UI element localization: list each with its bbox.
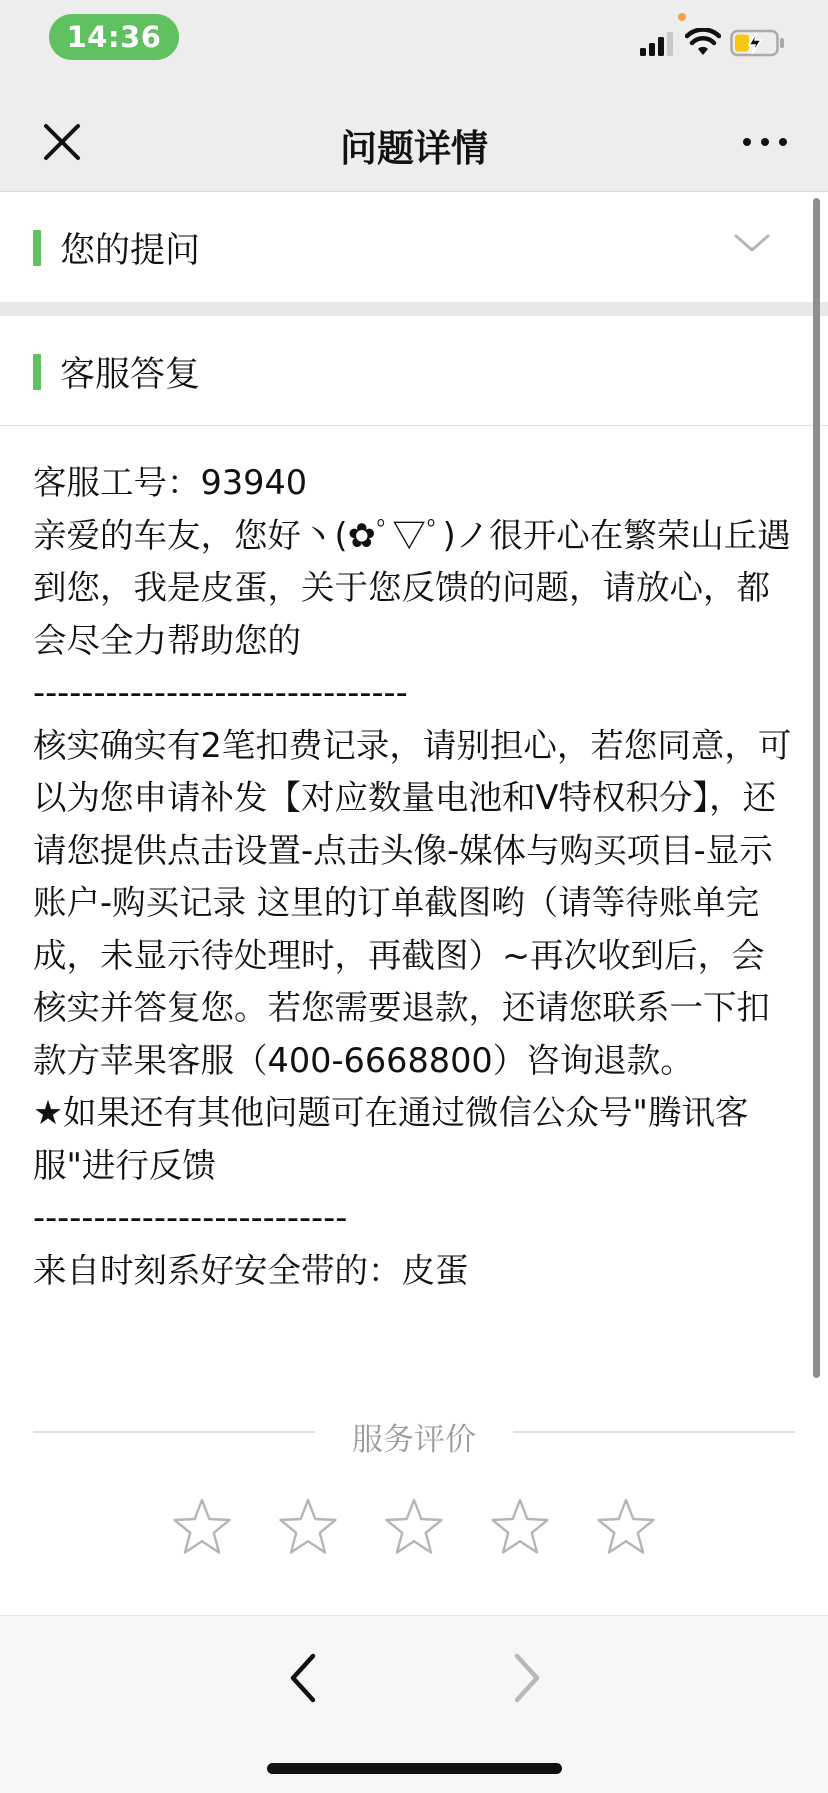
- chevron-left-icon[interactable]: [283, 1648, 323, 1708]
- battery-charging-icon: [730, 28, 785, 58]
- page-title: 问题详情: [340, 127, 488, 170]
- star-icon[interactable]: [277, 1497, 339, 1559]
- rating-divider-right: [513, 1431, 795, 1433]
- star-icon[interactable]: [383, 1497, 445, 1559]
- cellular-signal-icon: [640, 32, 676, 56]
- scrollbar[interactable]: [813, 198, 820, 1378]
- reply-content: [33, 457, 798, 1297]
- section-accent-bar: [33, 230, 41, 266]
- divider: [0, 425, 828, 426]
- home-indicator: [267, 1763, 562, 1774]
- rating-label: 服务评价: [352, 1422, 476, 1458]
- star-icon[interactable]: [489, 1497, 551, 1559]
- bottom-toolbar: [0, 1615, 828, 1793]
- chevron-down-icon[interactable]: [732, 224, 772, 264]
- cs-reply-header: [0, 316, 828, 426]
- reply-line: -------------------------------: [33, 673, 408, 712]
- status-time: 14:36: [49, 14, 179, 60]
- cs-reply-label: 客服答复: [60, 355, 201, 395]
- reply-line: 亲爱的车友，您好丶(✿ﾟ▽ﾟ)ノ很开心在繁荣山丘遇到您，我是皮蛋，关于您反馈的问题，请放心，都会尽全力帮助您的: [33, 515, 791, 660]
- your-question-label: 您的提问: [60, 231, 201, 271]
- star-rating: [0, 1497, 828, 1567]
- section-gap: [0, 302, 828, 316]
- status-bar: [0, 0, 828, 90]
- chevron-right-icon[interactable]: [507, 1648, 547, 1708]
- section-accent-bar: [33, 354, 41, 390]
- privacy-indicator-dot: [678, 13, 686, 21]
- your-question-header[interactable]: [0, 192, 828, 302]
- reply-line: 核实确实有2笔扣费记录，请别担心，若您同意，可以为您申请补发【对应数量电池和V特权积分】，还请您提供点击设置-点击头像-媒体与购买项目-显示账户-购买记录 这里的订单截图哟（请等待账单完成，未显示待处理时，再截图）~再次收到后，会核实并答复您。若您需要退款，还请您联系一下扣款方苹果客服（400-6668800）咨询退款。: [33, 725, 792, 1080]
- navigation-bar: [0, 90, 828, 192]
- reply-line: ★如果还有其他问题可在通过微信公众号"腾讯客服"进行反馈: [33, 1093, 749, 1185]
- reply-line: 来自时刻系好安全带的：皮蛋: [33, 1250, 469, 1290]
- star-icon[interactable]: [171, 1497, 233, 1559]
- reply-line: --------------------------: [33, 1198, 348, 1237]
- reply-line: 客服工号：93940: [33, 463, 308, 502]
- star-icon[interactable]: [595, 1497, 657, 1559]
- wifi-icon: [685, 28, 721, 58]
- more-icon[interactable]: [740, 120, 790, 164]
